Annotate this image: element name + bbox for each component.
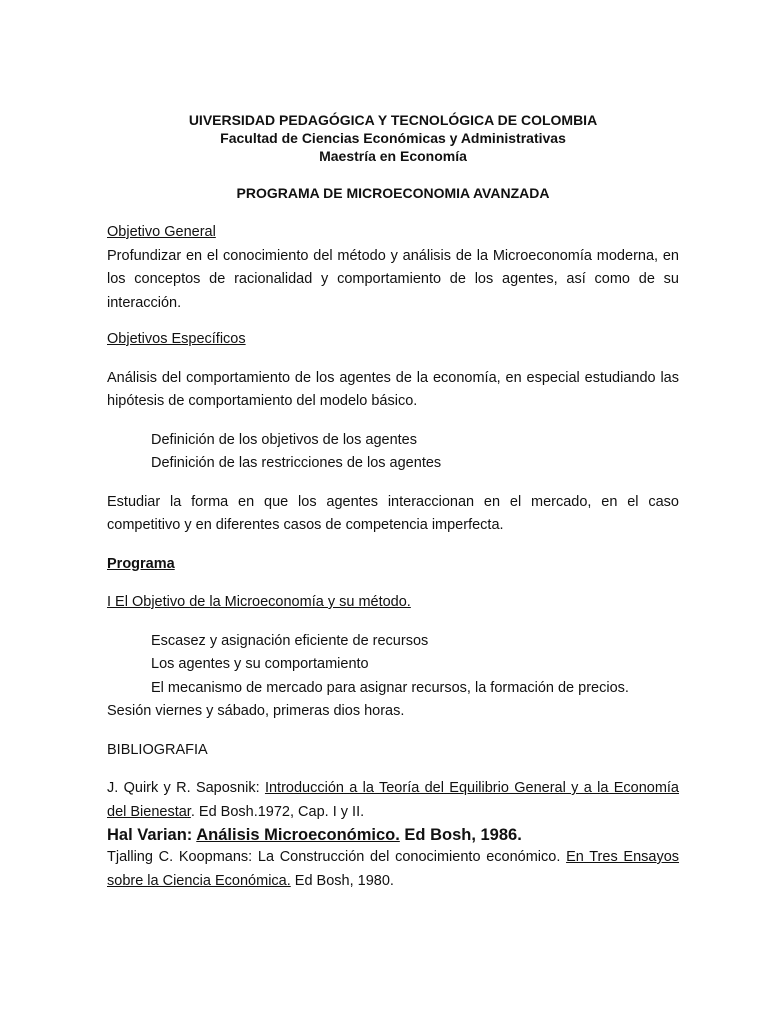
- ref-authors: Hal Varian:: [107, 826, 197, 844]
- general-objective-text: Profundizar en el conocimiento del método y análisis de la Microeconomía moderna, en los conceptos de racionalidad y comportamiento de los agentes, así como de su interacción.: [107, 247, 679, 311]
- unit-1-item: Los agentes y su comportamiento: [151, 656, 369, 672]
- ref-authors: Tjalling C. Koopmans: La Construcción del conocimiento económico.: [107, 849, 567, 865]
- ref-details: . Ed Bosh.1972, Cap. I y II.: [190, 803, 365, 820]
- bibliography-entry-koopmans: [107, 846, 679, 893]
- specific-objectives-paragraph-1: Análisis del comportamiento de los agentes de la economía, en especial estudiando las hipótesis de comportamiento del modelo básico.: [107, 369, 679, 409]
- bibliography-heading: BIBLIOGRAFIA: [107, 741, 208, 758]
- general-objective-heading: Objetivo General: [107, 224, 216, 240]
- ref-title: Introducción a la Teoría del Equilibrio General y a la Economía del Bienestar: [107, 780, 679, 820]
- specific-objective-item: Definición de los objetivos de los agentes: [151, 431, 417, 448]
- session-note: Sesión viernes y sábado, primeras dios horas.: [107, 703, 405, 719]
- specific-objective-item: Definición de las restricciones de los agentes: [151, 455, 442, 471]
- bibliography-entry-quirk: [107, 777, 679, 824]
- ref-details: Ed Bosh, 1980.: [290, 872, 394, 889]
- program-name: Maestría en Economía: [319, 148, 467, 164]
- faculty-name: Facultad de Ciencias Económicas y Administrativas: [220, 130, 566, 146]
- document-title: PROGRAMA DE MICROECONOMIA AVANZADA: [236, 185, 550, 201]
- unit-1-item: El mecanismo de mercado para asignar recursos, la formación de precios.: [151, 679, 629, 696]
- document-page: [107, 111, 679, 893]
- programa-heading: Programa: [107, 555, 175, 572]
- unit-1-item: Escasez y asignación eficiente de recursos: [151, 632, 429, 649]
- bibliography-entry-varian: [107, 824, 679, 846]
- ref-title: En Tres Ensayos sobre la Ciencia Económica.: [107, 849, 680, 889]
- ref-details: Ed Bosh, 1986.: [399, 826, 522, 844]
- university-name: UIVERSIDAD PEDAGÓGICA Y TECNOLÓGICA DE COLOMBIA: [188, 112, 598, 128]
- ref-title: Análisis Microeconómico.: [196, 826, 400, 844]
- ref-authors: J. Quirk y R. Saposnik:: [107, 780, 265, 796]
- specific-objectives-paragraph-2: Estudiar la forma en que los agentes interaccionan en el mercado, en el caso competitivo y en diferentes casos de competencia imperfecta.: [107, 493, 679, 533]
- unit-1-title: I El Objetivo de la Microeconomía y su método.: [107, 594, 411, 610]
- specific-objectives-heading: Objetivos Específicos: [107, 331, 246, 347]
